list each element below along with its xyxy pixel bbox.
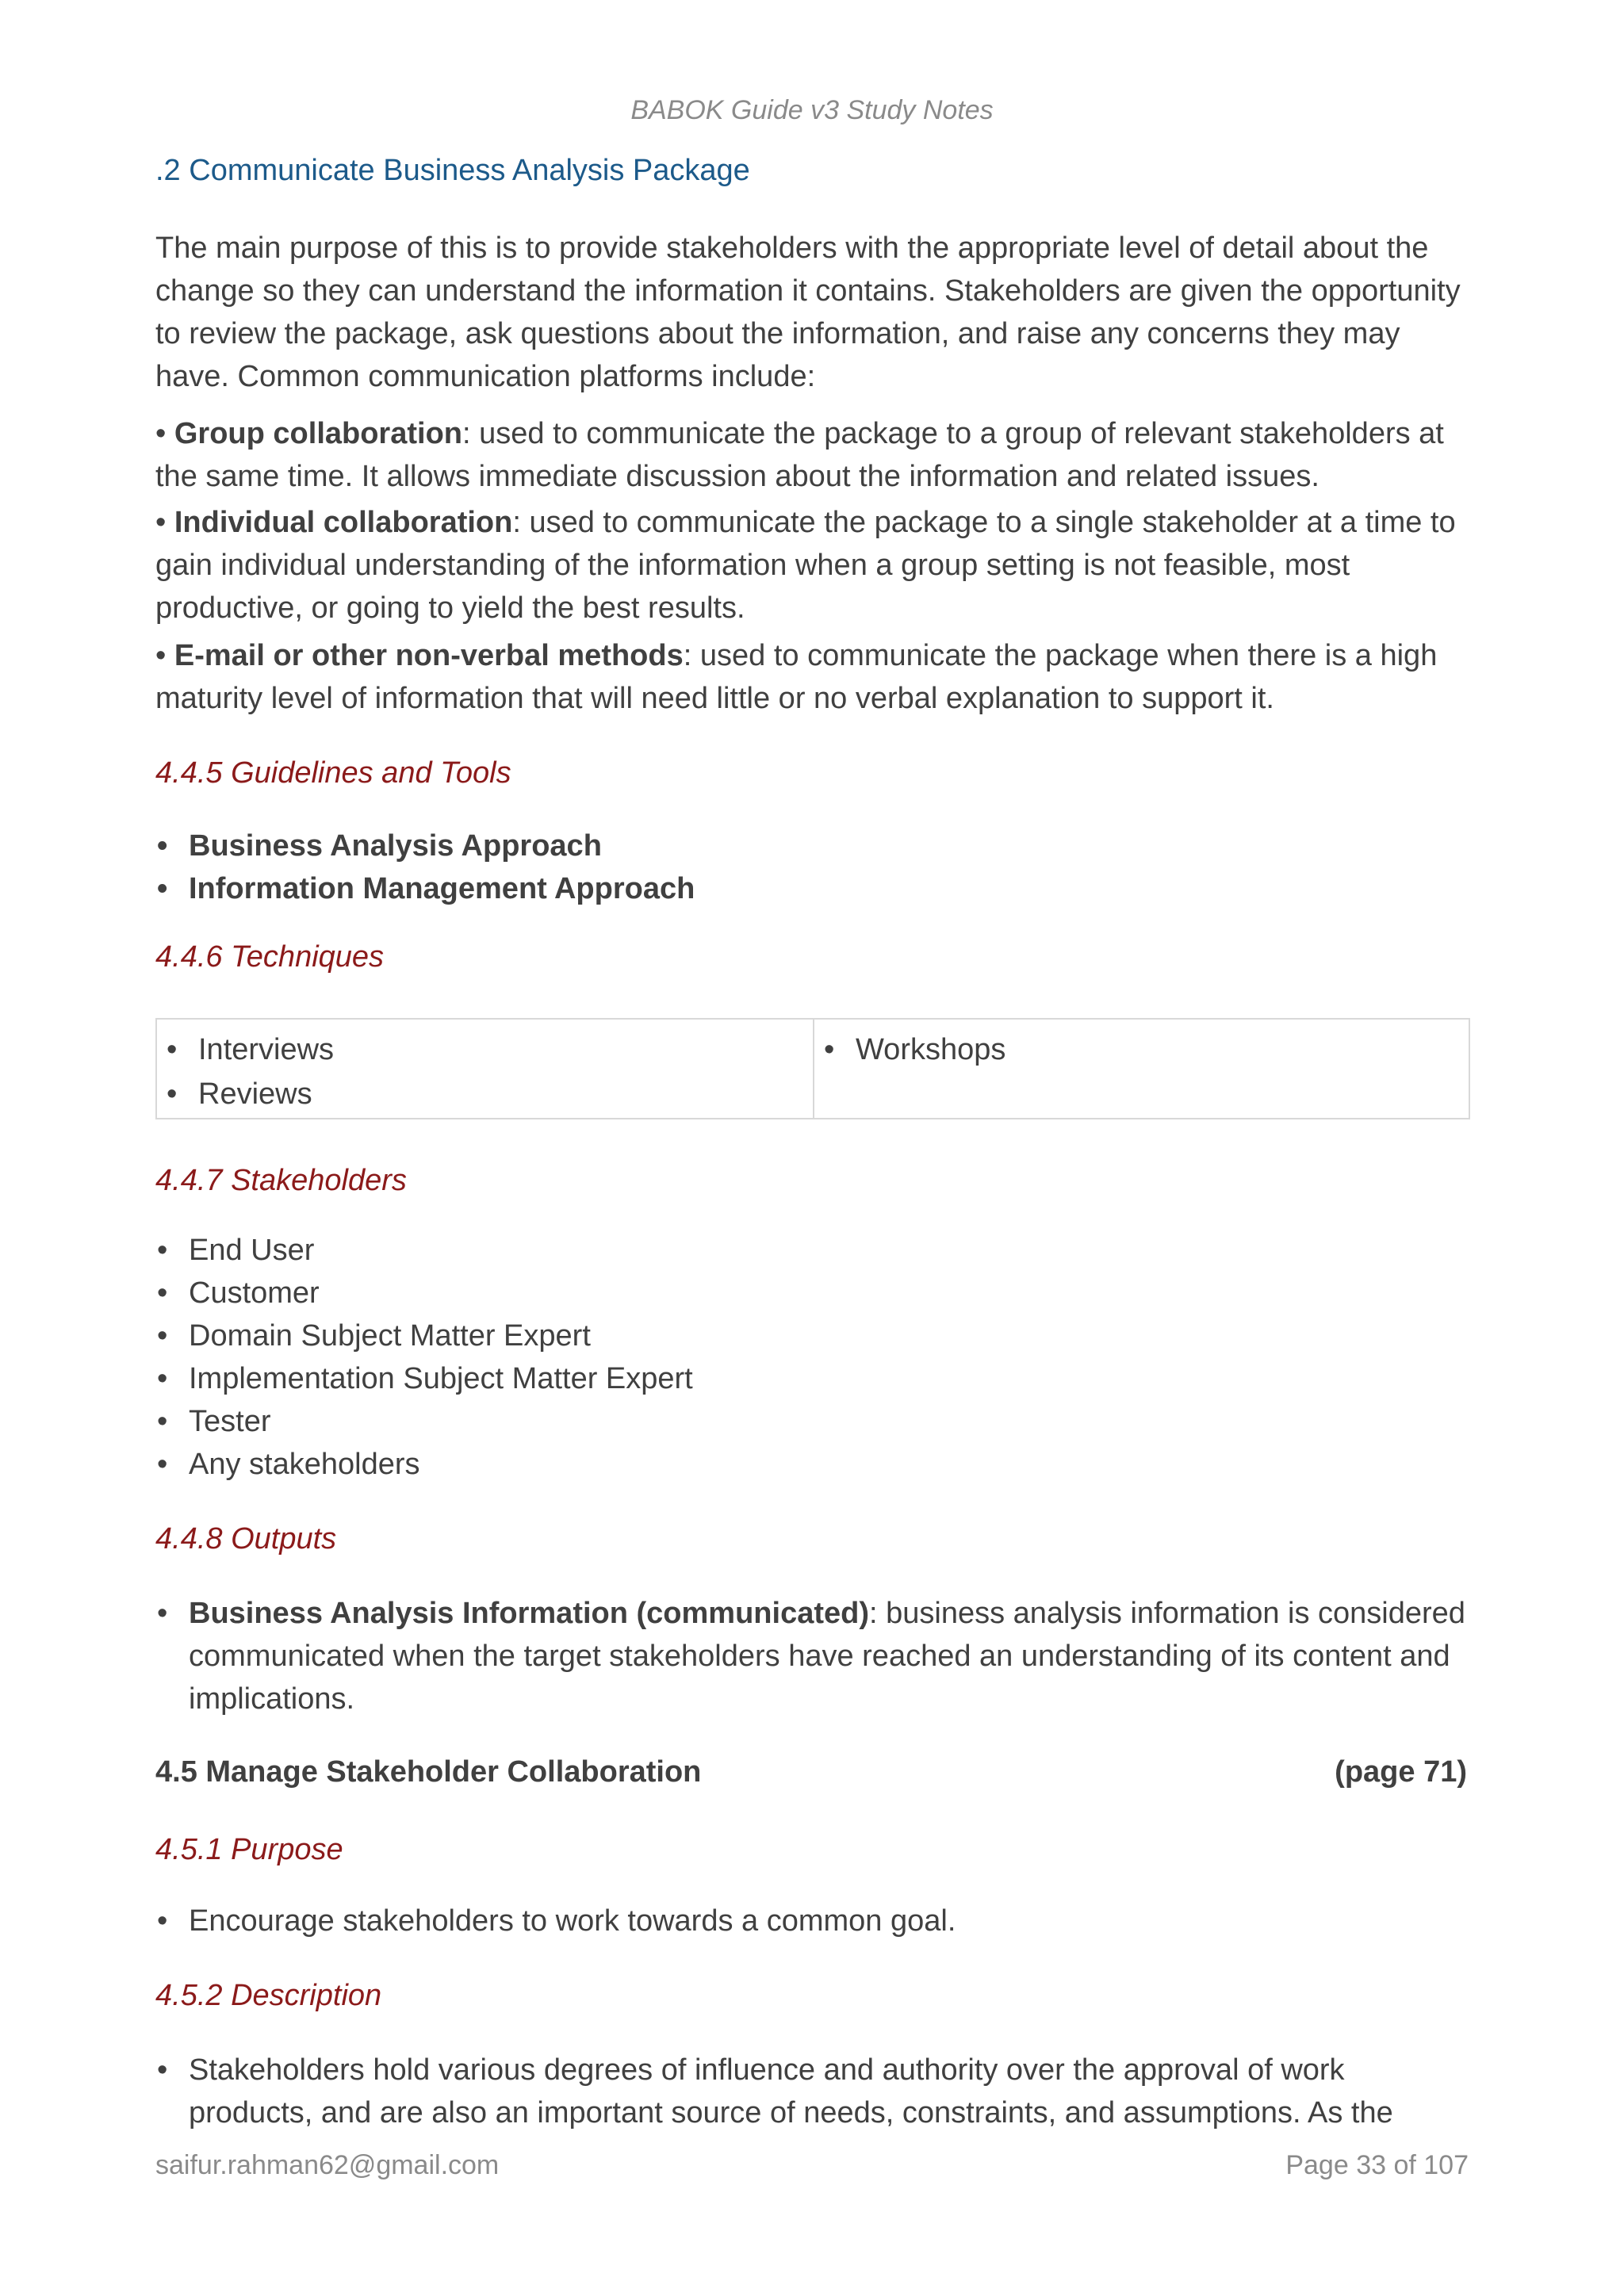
output-term: Business Analysis Information (communicated) bbox=[189, 1597, 869, 1630]
heading-description: 4.5.2 Description bbox=[155, 1979, 382, 2012]
section-title: 4.5 Manage Stakeholder Collaboration bbox=[155, 1755, 702, 1789]
list-item: • Tester bbox=[155, 1400, 1472, 1443]
list-item: • Business Analysis Approach bbox=[155, 825, 1472, 867]
heading-purpose: 4.5.1 Purpose bbox=[155, 1833, 343, 1866]
list-item: • Customer bbox=[155, 1272, 1472, 1314]
list-item: • Any stakeholders bbox=[155, 1443, 1472, 1486]
platform-text: : used to communicate the package to a single stakeholder at a time to gain individual understanding of the information when a group setting is not feasible, most productive, or going to yield the best results. bbox=[155, 506, 1456, 625]
platform-item-individual: • Individual collaboration: used to communicate the package to a single stakeholder at a time to gain individual understanding of the information when a group setting is not feasible, most productive, or going to yield the best results. bbox=[155, 506, 1456, 625]
platform-term: Group collaboration bbox=[174, 417, 462, 450]
list-item: • Interviews bbox=[165, 1027, 813, 1072]
heading-guidelines-tools: 4.4.5 Guidelines and Tools bbox=[155, 756, 511, 790]
guidelines-list bbox=[155, 825, 1472, 910]
stakeholders-list bbox=[155, 1229, 1472, 1486]
list-item: • Reviews bbox=[165, 1072, 813, 1116]
techniques-table bbox=[155, 1018, 1470, 1119]
list-item: • Encourage stakeholders to work towards a common goal. bbox=[155, 1900, 1472, 1942]
page-reference: (page 71) bbox=[1335, 1755, 1467, 1789]
footer-page-number: Page 33 of 107 bbox=[1285, 2150, 1469, 2180]
footer-email: saifur.rahman62@gmail.com bbox=[155, 2150, 500, 2180]
running-header: BABOK Guide v3 Study Notes bbox=[630, 95, 994, 125]
outputs-list bbox=[155, 1592, 1472, 1720]
section-title-row bbox=[155, 1755, 1467, 1789]
platform-term: E-mail or other non-verbal methods bbox=[174, 639, 684, 672]
list-item bbox=[155, 1592, 1472, 1720]
techniques-col-1 bbox=[157, 1020, 813, 1118]
list-item: • Workshops bbox=[822, 1027, 1469, 1072]
platform-text: : used to communicate the package when there is a high maturity level of information that will need little or no verbal explanation to support it. bbox=[155, 639, 1438, 715]
description-list bbox=[155, 2049, 1472, 2134]
heading-techniques: 4.4.6 Techniques bbox=[155, 940, 385, 974]
intro-paragraph: The main purpose of this is to provide stakeholders with the appropriate level of detail about the change so they can understand the information it contains. Stakeholders are given the opportunity to review the package, ask questions about the information, and raise any concerns they may have. Common communication platforms include: bbox=[155, 232, 1461, 393]
platform-item-email: • E-mail or other non-verbal methods: used to communicate the package when there is a high maturity level of information that will need little or no verbal explanation to support it. bbox=[155, 639, 1438, 715]
heading-outputs: 4.4.8 Outputs bbox=[155, 1522, 337, 1556]
platform-item-group: • Group collaboration: used to communicate the package to a group of relevant stakeholders at the same time. It allows immediate discussion about the information and related issues. bbox=[155, 417, 1444, 493]
list-item: • Information Management Approach bbox=[155, 867, 1472, 910]
output-text: : business analysis information is considered communicated when the target stakeholders have reached an understanding of its content and implications. bbox=[189, 1597, 1465, 1716]
heading-communicate-package: .2 Communicate Business Analysis Package bbox=[155, 154, 750, 187]
purpose-list bbox=[155, 1900, 1472, 1942]
list-item: • End User bbox=[155, 1229, 1472, 1272]
platform-term: Individual collaboration bbox=[174, 506, 513, 539]
list-item: • Domain Subject Matter Expert bbox=[155, 1314, 1472, 1357]
techniques-col-2 bbox=[813, 1020, 1469, 1118]
list-item: • Stakeholders hold various degrees of influence and authority over the approval of work products, and are also an important source of needs, constraints, and assumptions. As the bbox=[155, 2049, 1472, 2134]
list-item: • Implementation Subject Matter Expert bbox=[155, 1357, 1472, 1400]
heading-stakeholders: 4.4.7 Stakeholders bbox=[155, 1164, 407, 1197]
platform-text: : used to communicate the package to a group of relevant stakeholders at the same time. It allows immediate discussion about the information and related issues. bbox=[155, 417, 1444, 493]
